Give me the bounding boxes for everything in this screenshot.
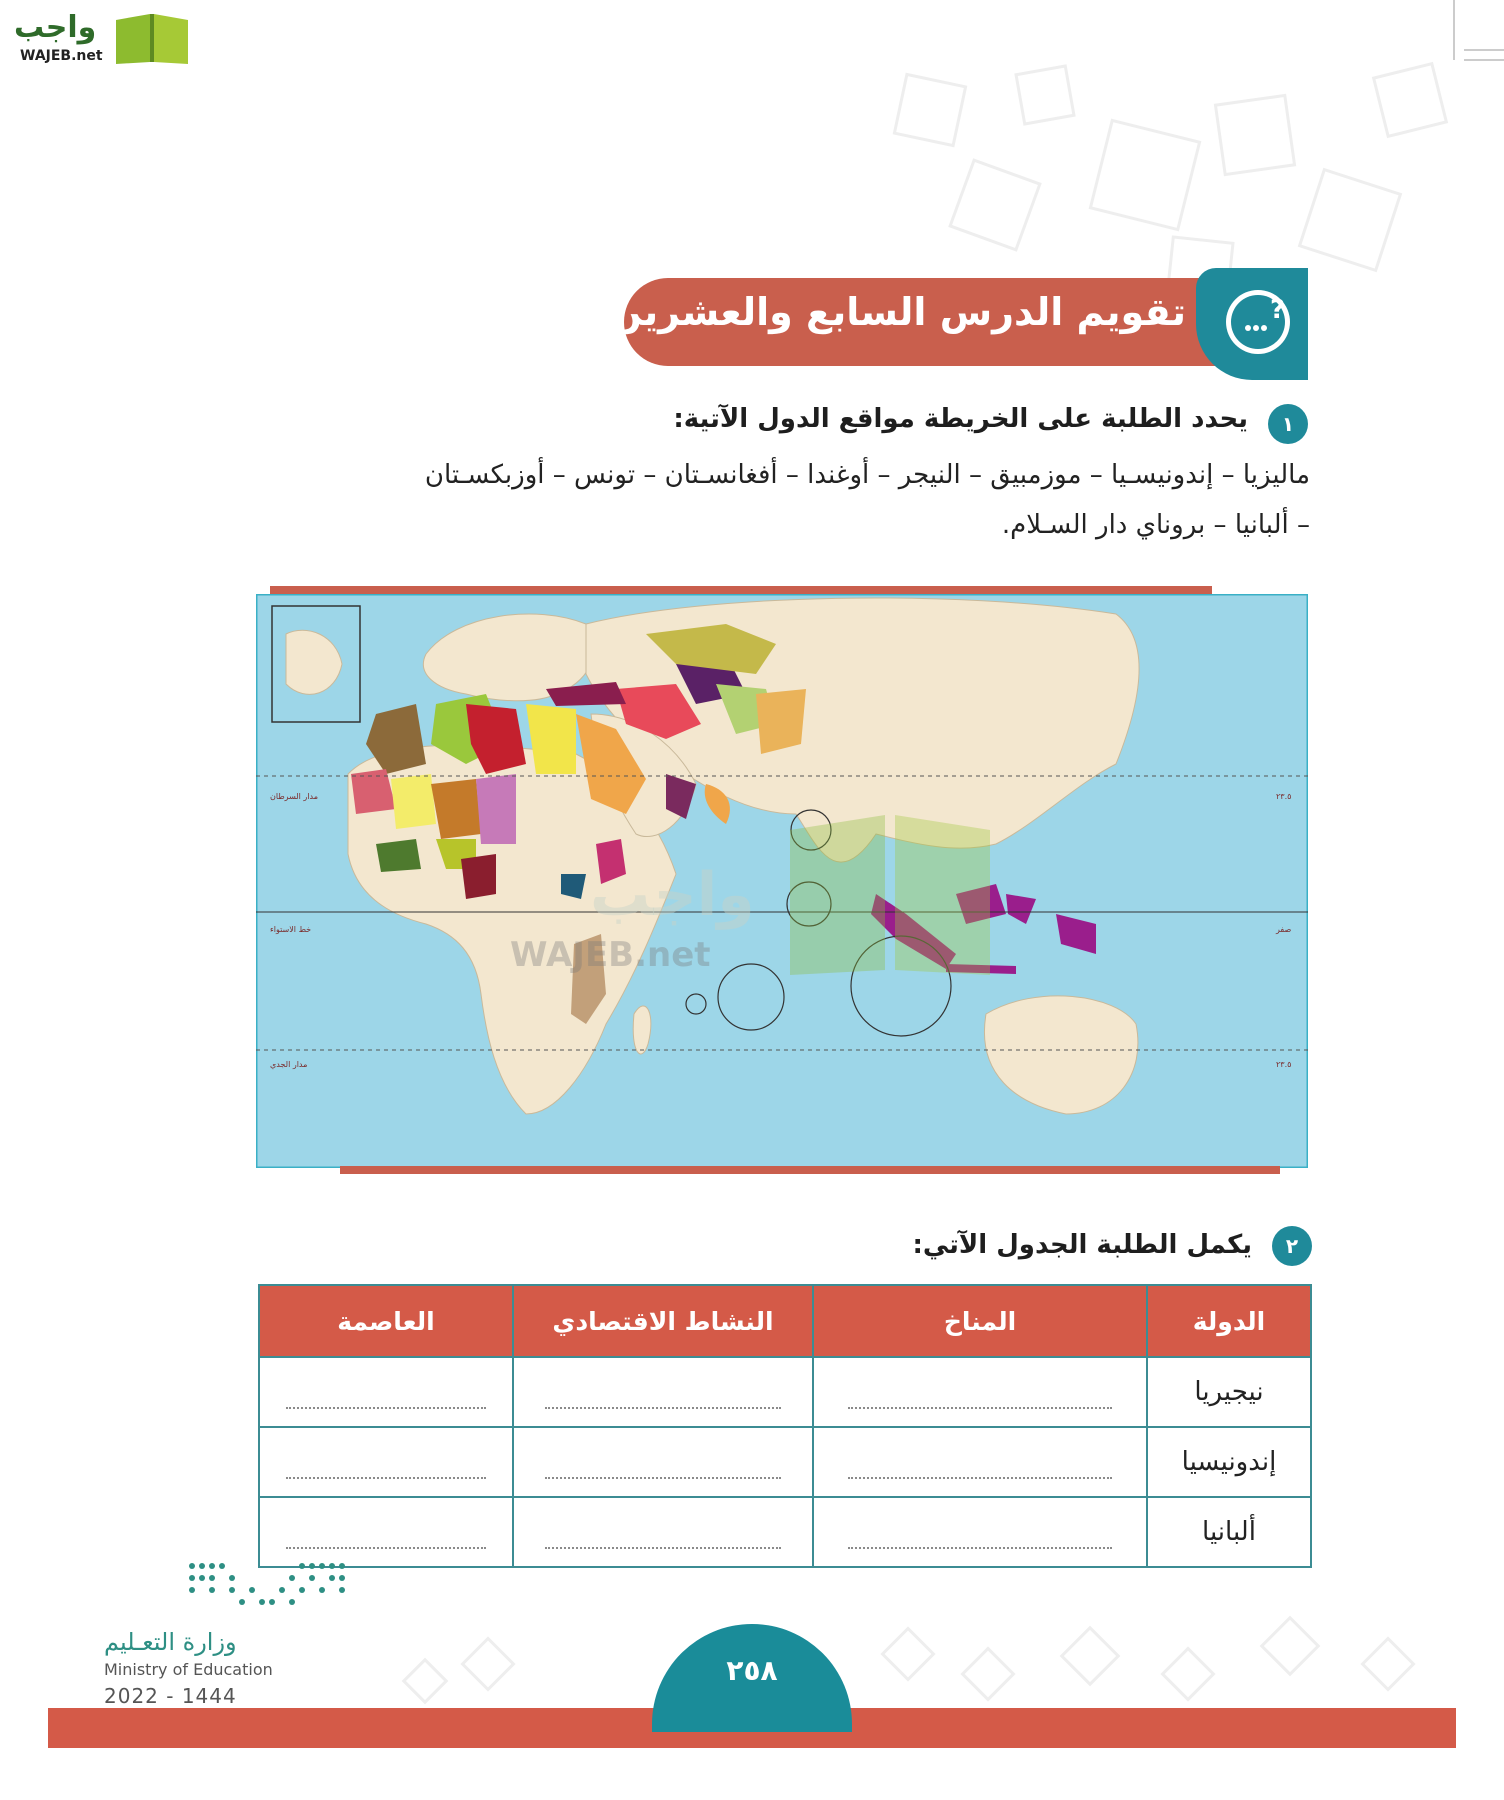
question-2-prompt: يكمل الطلبة الجدول الآتي: (912, 1230, 1252, 1260)
wajeb-brand-ar: واجب (14, 10, 97, 45)
climate-blank[interactable] (813, 1427, 1147, 1497)
map-bottom-accent (340, 1166, 1280, 1174)
book-icon (112, 10, 192, 66)
crop-marks (1444, 0, 1504, 80)
question-1-badge: ١ (1268, 404, 1308, 444)
academic-year: 2022 - 1444 (104, 1684, 237, 1708)
wajeb-brand-en: WAJEB.net (20, 48, 103, 64)
economic-blank[interactable] (513, 1497, 813, 1567)
question-bubble-icon (1196, 268, 1308, 380)
country-cell: إندونيسيا (1147, 1427, 1311, 1497)
country-cell: ألبانيا (1147, 1497, 1311, 1567)
equator-degree-label: صفر (1276, 925, 1292, 934)
map-watermark-en: WAJEB.net (510, 935, 711, 975)
climate-blank[interactable] (813, 1497, 1147, 1567)
cancer-degree-label: ٢٣.٥ (1276, 792, 1292, 801)
capital-blank[interactable] (259, 1357, 513, 1427)
ministry-name-en: Ministry of Education (104, 1660, 273, 1679)
map-top-accent (270, 586, 1212, 594)
capital-blank[interactable] (259, 1427, 513, 1497)
map-watermark-ar: واجب (590, 860, 755, 930)
economic-blank[interactable] (513, 1427, 813, 1497)
table-row (259, 1497, 1311, 1567)
ministry-name-ar: وزارة التعـليم (104, 1628, 237, 1656)
capital-blank[interactable] (259, 1497, 513, 1567)
question-1-prompt: يحدد الطلبة على الخريطة مواقع الدول الآتية: (673, 404, 1248, 434)
capricorn-degree-label: ٢٣.٥ (1276, 1060, 1292, 1069)
question-1-country-list-line-2: – ألبانيا – بروناي دار السـلام. (1001, 510, 1310, 540)
country-cell: نيجيريا (1147, 1357, 1311, 1427)
header-country: الدولة (1147, 1285, 1311, 1357)
map-watermark-book-icon (780, 810, 1000, 980)
table-row (259, 1427, 1311, 1497)
equator-label: خط الاستواء (270, 925, 312, 934)
tropic-of-cancer-label: مدار السرطان (270, 792, 319, 801)
question-2-badge: ٢ (1272, 1226, 1312, 1266)
header-climate: المناخ (813, 1285, 1147, 1357)
table-row (259, 1357, 1311, 1427)
svg-text:?: ? (1270, 295, 1286, 325)
wajeb-logo (8, 8, 192, 68)
footer-pattern (370, 1606, 1470, 1706)
country-table (258, 1284, 1312, 1568)
question-1-country-list-line-1: ماليزيا – إندونيسـيا – موزمبيق – النيجر – أوغندا – أفغانسـتان – تونس – أوزبكسـتان (424, 460, 1310, 490)
economic-blank[interactable] (513, 1357, 813, 1427)
lesson-title: تقويم الدرس السابع والعشرين (609, 290, 1186, 334)
page-number: ٢٥٨ (726, 1654, 778, 1687)
tropic-of-capricorn-label: مدار الجدي (270, 1060, 308, 1069)
header-capital: العاصمة (259, 1285, 513, 1357)
ministry-logo-dots (184, 1560, 354, 1614)
header-economic-activity: النشاط الاقتصادي (513, 1285, 813, 1357)
climate-blank[interactable] (813, 1357, 1147, 1427)
